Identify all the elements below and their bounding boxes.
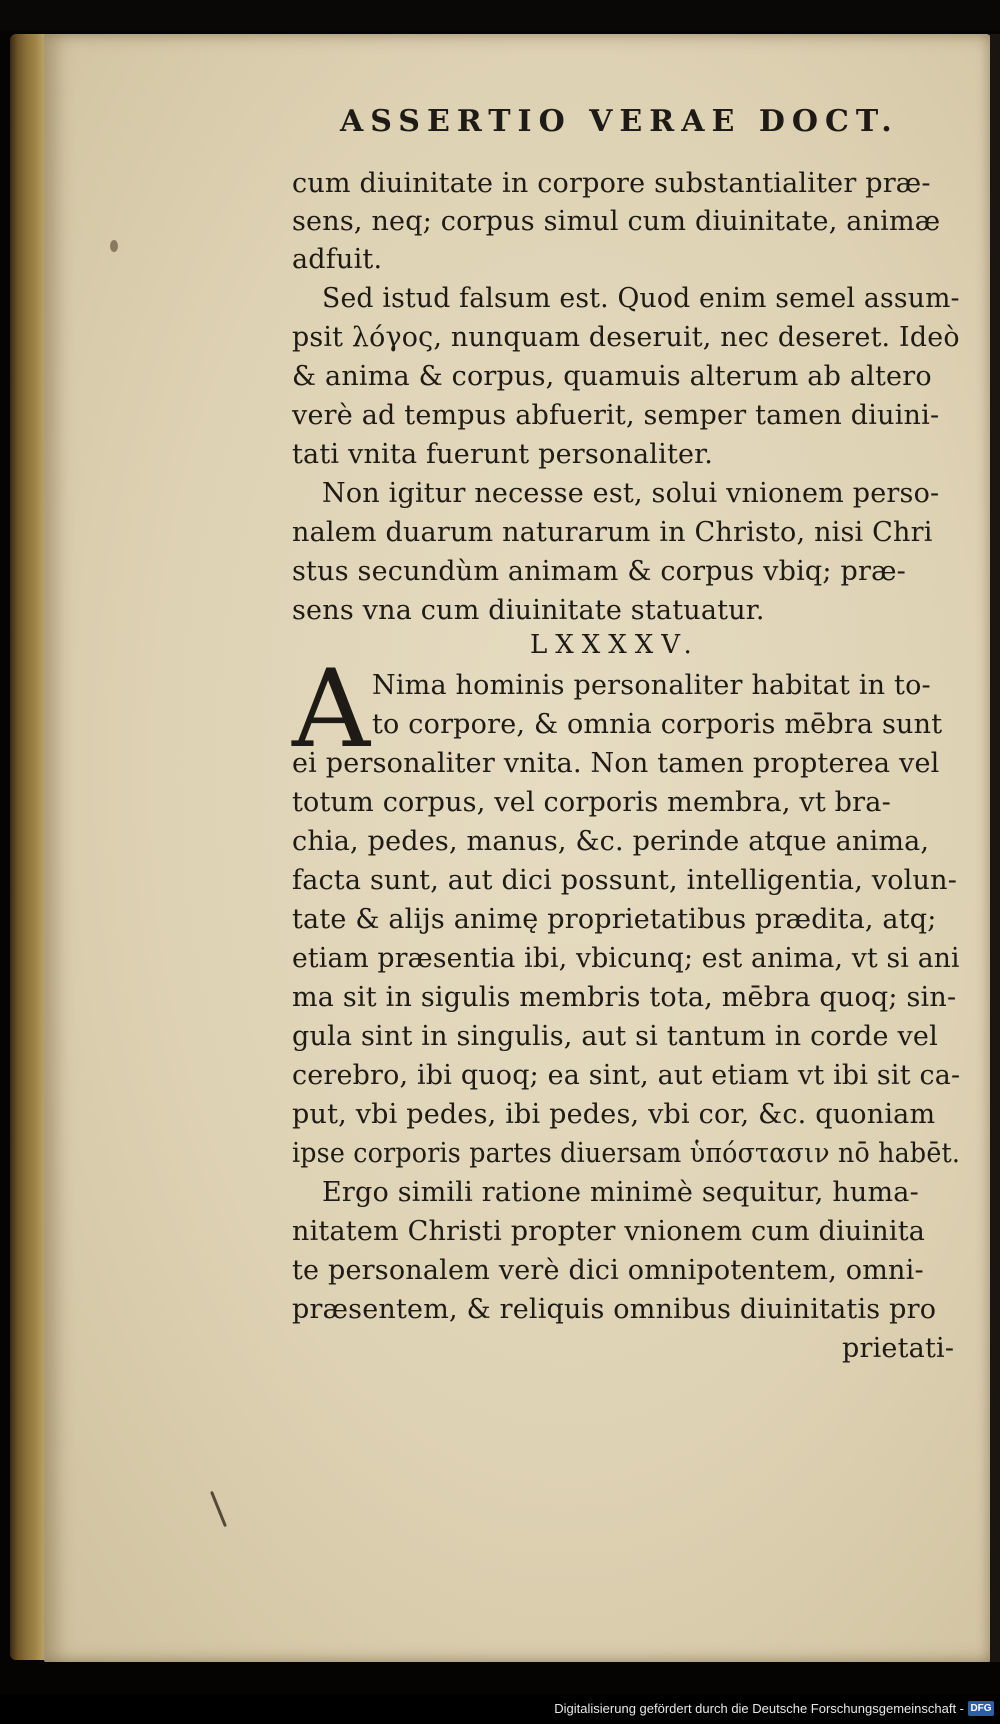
text-line: & anima & corpus, quamuis alterum ab altero bbox=[292, 361, 932, 392]
text-line: sens vna cum diuinitate statuatur. bbox=[292, 595, 765, 626]
text-line: totum corpus, vel corporis membra, vt bra- bbox=[292, 787, 891, 818]
text-line: chia, pedes, manus, &c. perinde atque anima, bbox=[292, 826, 930, 857]
text-line: nalem duarum naturarum in Christo, nisi Chri bbox=[292, 517, 933, 548]
text-line: psit λόγος, nunquam deseruit, nec deseret. Ideò bbox=[292, 322, 960, 353]
text-line: præsentem, & reliquis omnibus diuinitatis pro bbox=[292, 1294, 937, 1325]
text-line: cum diuinitate in corpore substantialiter præ- bbox=[292, 168, 931, 199]
text-line: Sed istud falsum est. Quod enim semel assum- bbox=[322, 283, 960, 314]
drop-cap-initial: A bbox=[292, 647, 370, 772]
text-line: ipse corporis partes diuersam ὑπόστασιν nō habēt. bbox=[292, 1138, 961, 1169]
text-line: te personalem verè dici omnipotentem, omni- bbox=[292, 1255, 924, 1286]
text-line: Nima hominis personaliter habitat in to- bbox=[372, 670, 931, 701]
text-line: tate & alijs animę proprietatibus prædita, atq; bbox=[292, 904, 937, 935]
catchword: prietati- bbox=[842, 1333, 955, 1364]
text-line: stus secundùm animam & corpus vbiq; præ- bbox=[292, 556, 906, 587]
text-line: to corpore, & omnia corporis mēbra sunt bbox=[372, 709, 943, 740]
dfg-logo-icon: DFG bbox=[968, 1701, 994, 1716]
scan-right-border bbox=[990, 34, 1000, 1662]
text-line: etiam præsentia ibi, vbicunq; est anima, vt si ani bbox=[292, 943, 960, 974]
text-line: gula sint in singulis, aut si tantum in corde vel bbox=[292, 1021, 938, 1052]
text-line: ma sit in sigulis membris tota, mēbra quoq; sin- bbox=[292, 982, 957, 1013]
text-line: tati vnita fuerunt personaliter. bbox=[292, 439, 714, 470]
text-line: put, vbi pedes, ibi pedes, vbi cor, &c. quoniam bbox=[292, 1099, 936, 1130]
text-line: Ergo simili ratione minimè sequitur, huma- bbox=[322, 1177, 919, 1208]
text-line: adfuit. bbox=[292, 244, 383, 275]
text-line: verè ad tempus abfuerit, semper tamen diuini- bbox=[292, 400, 940, 431]
running-head: ASSERTIO VERAE DOCT. bbox=[340, 104, 899, 139]
scan-top-border bbox=[0, 0, 1000, 30]
text-line: ei personaliter vnita. Non tamen propterea vel bbox=[292, 748, 940, 779]
funding-credit: Digitalisierung gefördert durch die Deutsche Forschungsgemeinschaft - bbox=[554, 1701, 964, 1716]
text-line: Non igitur necesse est, solui vnionem perso- bbox=[322, 478, 940, 509]
text-line: sens, neq; corpus simul cum diuinitate, animæ bbox=[292, 206, 941, 237]
section-number: LXXXXV. bbox=[530, 630, 700, 660]
text-line: facta sunt, aut dici possunt, intelligentia, volun- bbox=[292, 865, 958, 896]
text-line: nitatem Christi propter vnionem cum diuinita bbox=[292, 1216, 926, 1247]
text-line: cerebro, ibi quoq; ea sint, aut etiam vt ibi sit ca- bbox=[292, 1060, 961, 1091]
